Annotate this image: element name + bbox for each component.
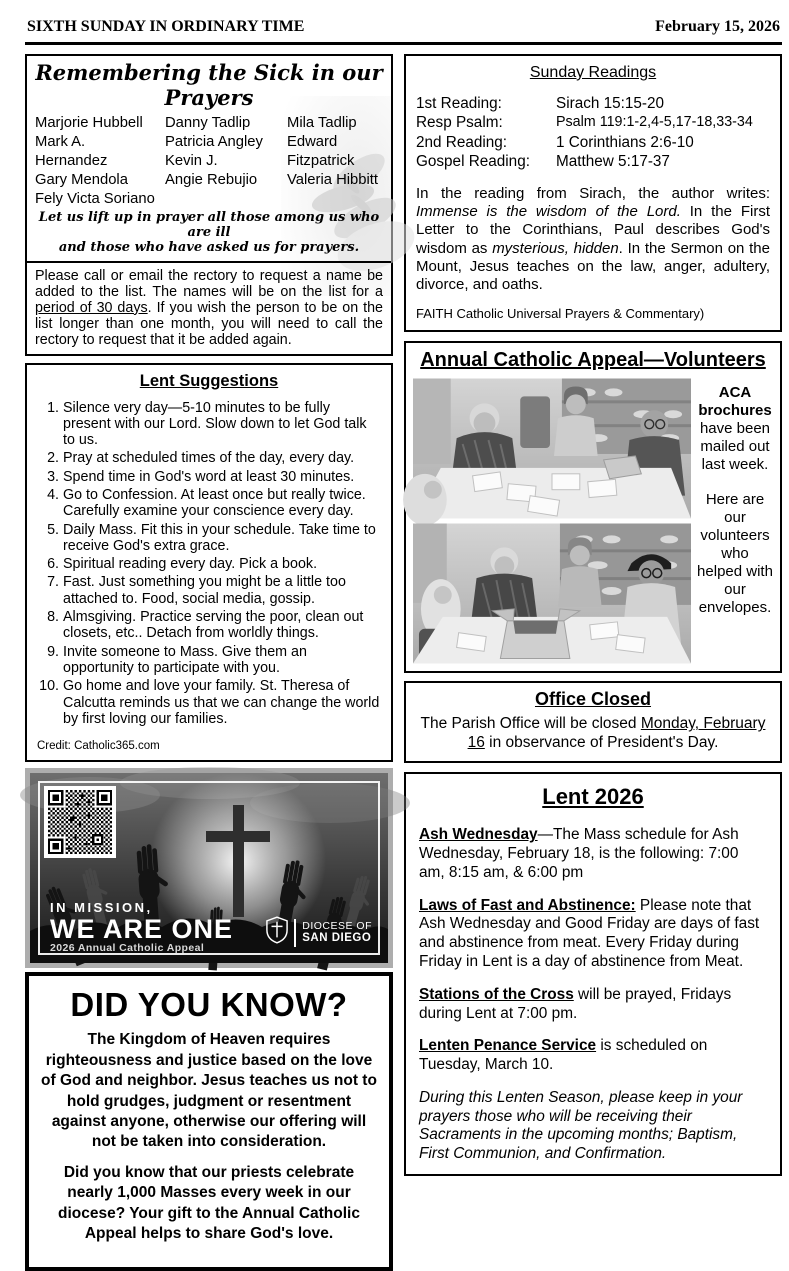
reading-label: Gospel Reading: [416, 153, 530, 171]
reading-row [416, 152, 770, 171]
lent-suggestion-item: 1. Silence very day—5-10 minutes to be fully present with our Lord. Slow down to let God talk to us. [63, 400, 381, 449]
sick-name: Angie Rebujio [165, 171, 258, 188]
lent-suggestion-item: 3. Spend time in God's word at least 30 minutes. [63, 469, 381, 485]
reading-row [416, 94, 770, 113]
diocese-of-san-diego-logo [266, 916, 372, 949]
volunteers-side-text [697, 378, 773, 664]
volunteer-photos [413, 378, 691, 664]
annual-catholic-appeal-flyer [25, 768, 393, 968]
masthead [25, 0, 782, 45]
lent-suggestion-item: 4. Go to Confession. At least once but really twice. Carefully examine your conscience every day. [63, 487, 381, 520]
reading-label: 2nd Reading: [416, 133, 508, 151]
aca-campaign-caption [50, 901, 233, 954]
sick-names-col3 [287, 114, 383, 209]
lent-suggestion-item: 5. Daily Mass. Fit this in your schedule. Take time to receive God's extra grace. [63, 522, 381, 555]
lent-suggestion-item: 6. Spiritual reading every day. Pick a book. [63, 556, 381, 572]
office-closed-title: Office Closed [534, 689, 652, 710]
sick-name: Mark A. Hernandez [35, 133, 108, 169]
office-closed-section [404, 681, 782, 763]
sick-names-list [35, 114, 383, 209]
sick-names-col1 [35, 114, 161, 209]
aca-volunteers-section [404, 341, 782, 673]
lent-suggestions-title: Lent Suggestions [139, 371, 279, 390]
sick-list-notice: Please call or email the rectory to request a name be added to the list. The names will be on the list for a period of 30 days. If you wish the person to be on the list longer than one month, you will need to call the rectory to request that it be added again. [35, 267, 383, 348]
aca-caption-line1: IN MISSION, [50, 900, 153, 916]
lent-suggestions-section [25, 363, 393, 763]
office-closed-text: The Parish Office will be closed Monday, February 16 in observance of President's Day. [420, 715, 766, 752]
sick-name: Valeria Hibbitt [287, 171, 379, 188]
right-column [404, 54, 782, 1271]
aca-caption-line3: 2026 Annual Catholic Appeal [50, 942, 205, 955]
penance-service-paragraph: Lenten Penance Service is scheduled on Tuesday, March 10. [419, 1037, 708, 1074]
sick-name: Gary Mendola [35, 171, 128, 188]
did-you-know-title: DID YOU KNOW? [70, 986, 348, 1024]
reading-label: 1st Reading: [416, 95, 502, 112]
sick-title: Remembering the Sick in our Prayers [35, 60, 383, 110]
reading-value: Matthew 5:17-37 [556, 153, 670, 171]
sick-names-col2 [165, 114, 283, 209]
lent-suggestion-item: 9. Invite someone to Mass. Give them an opportunity to participate with you. [63, 644, 381, 677]
did-you-know-section [25, 972, 393, 1271]
reading-row [416, 133, 770, 152]
reading-value: 1 Corinthians 2:6-10 [556, 133, 694, 151]
divider [27, 261, 391, 263]
stations-of-the-cross-paragraph: Stations of the Cross will be prayed, Fridays during Lent at 7:00 pm. [419, 985, 732, 1022]
lent-suggestion-item: 8. Almsgiving. Practice serving the poor, clean out closets, etc.. Detach from worldly things. [63, 609, 381, 642]
reading-value: Psalm 119:1-2,4-5,17-18,33-34 [556, 114, 753, 131]
lent-suggestions-list [37, 400, 381, 728]
did-you-know-paragraph-1: The Kingdom of Heaven requires righteousness and justice based on the love of God and neighbor. Jesus teaches us not to hold grudges, judgment or resentment against anyone, otherwise our offering will not be taken into consideration. [41, 1031, 377, 1151]
volunteers-thanks-note: Here are our volunteers who helped with our envelopes. [697, 491, 773, 617]
page-date: February 15, 2026 [655, 18, 780, 35]
aca-brochures-note: ACA brochures have been mailed out last week. [698, 384, 772, 474]
aca-volunteers-title: Annual Catholic Appeal—Volunteers [420, 349, 766, 372]
diocese-crest-icon [266, 916, 288, 949]
sick-name: Danny Tadlip [165, 115, 251, 131]
prayer-invitation: Let us lift up in prayer all those among us who are ill and those who have asked us for prayers. [38, 209, 380, 255]
two-column-layout [25, 54, 782, 1271]
did-you-know-paragraph-2: Did you know that our priests celebrate nearly 1,000 Masses every week in our diocese? Your gift to the Annual Catholic Appeal helps to share God's love. [58, 1163, 360, 1243]
page-title: SIXTH SUNDAY IN ORDINARY TIME [27, 18, 305, 35]
faith-credit-line: FAITH Catholic Universal Prayers & Commentary) [416, 306, 705, 322]
sunday-readings-title: Sunday Readings [529, 64, 657, 81]
lent-suggestion-item: 2. Pray at scheduled times of the day, every day. [63, 450, 381, 466]
reading-label: Resp Psalm: [416, 114, 503, 132]
sunday-readings-section [404, 54, 782, 332]
readings-commentary: In the reading from Sirach, the author writes: Immense is the wisdom of the Lord. In the First Letter to the Corinthians, Paul describes God's wisdom as mysterious, hidden. In the Sermon on the Mount, Jesus teaches on the law, anger, adultery, divorce, and oaths. [416, 184, 770, 294]
remembering-the-sick-section [25, 54, 393, 356]
sick-name: Fely Victa Soriano [35, 190, 155, 207]
volunteers-photo-1 [413, 378, 691, 519]
lenten-season-prayer-paragraph: During this Lenten Season, please keep in your prayers those who will be receiving their Sacraments in the upcoming months; Baptism, First Communion, and Confirmation. [419, 1088, 743, 1163]
lent-2026-section [404, 772, 782, 1176]
credit-line: Credit: Catholic365.com [37, 740, 160, 753]
sick-name: Edward Fitzpatrick [287, 133, 355, 169]
aca-caption-line2: WE ARE ONE [50, 913, 234, 944]
volunteers-photo-2 [413, 523, 691, 664]
fast-abstinence-paragraph: Laws of Fast and Abstinence: Please note that Ash Wednesday and Good Friday are days of fast and abstinence from meat. Every Friday during Friday in Lent is a day of abstinence from Meat. [419, 896, 760, 970]
sick-name: Marjorie Hubbell [35, 115, 143, 131]
lent-suggestion-item: 7. Fast. Just something you might be a little too attached to. Food, social media, gossip. [63, 574, 381, 607]
left-column [25, 54, 393, 1271]
sick-name: Mila Tadlip [287, 115, 357, 131]
diocese-logo-text: DIOCESE OF SAN DIEGO [302, 919, 372, 945]
sick-name: Kevin J. [165, 152, 218, 169]
reading-value: Sirach 15:15-20 [556, 95, 664, 112]
reading-row [416, 113, 770, 132]
lent-2026-title: Lent 2026 [542, 784, 644, 810]
ash-wednesday-paragraph: Ash Wednesday—The Mass schedule for Ash Wednesday, February 18, is the following: 7:00 am, 8:15 am, & 6:00 pm [419, 826, 739, 881]
lent-suggestion-item: 10. Go home and love your family. St. Theresa of Calcutta reminds us that we can change the world by first loving our families. [63, 678, 381, 727]
logo-divider [294, 919, 296, 947]
sick-name: Patricia Angley [165, 133, 263, 150]
qr-code [44, 786, 116, 858]
